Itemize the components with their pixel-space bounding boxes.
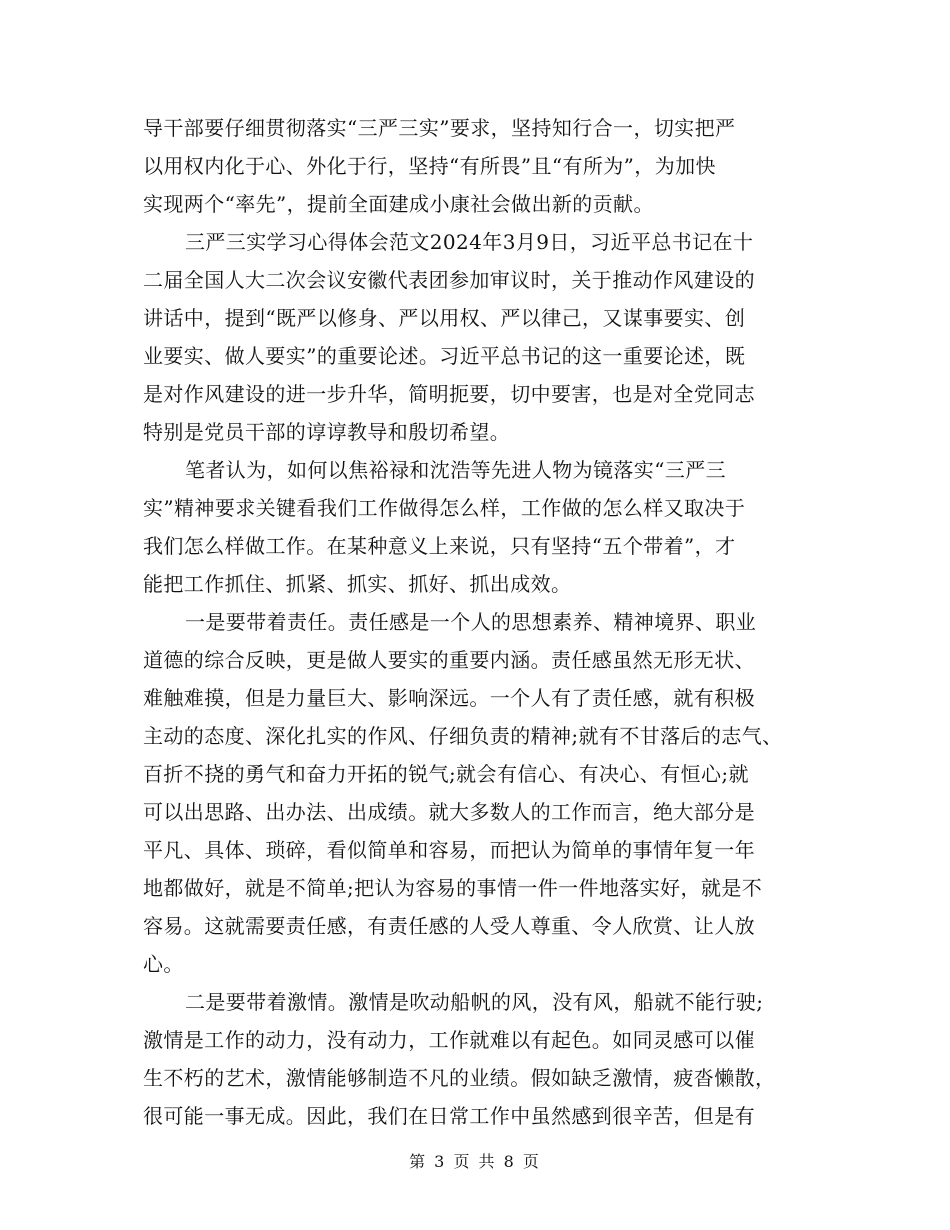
text-line: 讲话中，提到“既严以修身、严以用权、严以律己，又谋事要实、创 — [143, 306, 746, 330]
text-line: 难触难摸，但是力量巨大、影响深远。一个人有了责任感，就有积极 — [143, 686, 755, 710]
text-line: 心。 — [143, 952, 184, 976]
text-line: 平凡、具体、琐碎，看似简单和容易，而把认为简单的事情年复一年 — [143, 838, 755, 862]
paragraph-first-line: 三严三实学习心得体会范文2024年3月9日，习近平总书记在十 — [185, 230, 754, 254]
text-line: 百折不挠的勇气和奋力开拓的锐气;就会有信心、有决心、有恒心;就 — [143, 762, 749, 786]
text-line: 生不朽的艺术，激情能够制造不凡的业绩。假如缺乏激情，疲沓懒散， — [143, 1066, 776, 1090]
text-line: 特别是党员干部的谆谆教导和殷切希望。 — [143, 420, 511, 444]
text-line: 是对作风建设的进一步升华，简明扼要，切中要害，也是对全党同志 — [143, 382, 755, 406]
text-line: 业要实、做人要实”的重要论述。习近平总书记的这一重要论述，既 — [143, 344, 746, 368]
text-line: 主动的态度、深化扎实的作风、仔细负责的精神;就有不甘落后的志气、 — [143, 724, 783, 748]
text-line: 实”精神要求关键看我们工作做得怎么样，工作做的怎么样又取决于 — [143, 496, 746, 520]
text-line: 可以出思路、出办法、出成绩。就大多数人的工作而言，绝大部分是 — [143, 800, 755, 824]
text-line: 以用权内化于心、外化于行，坚持“有所畏”且“有所为”，为加快 — [143, 154, 716, 178]
page-number-footer: 第 3 页 共 8 页 — [409, 1152, 541, 1171]
text-line: 能把工作抓住、抓紧、抓实、抓好、抓出成效。 — [143, 572, 572, 596]
paragraph-first-line: 笔者认为，如何以焦裕禄和沈浩等先进人物为镜落实“三严三 — [185, 458, 727, 482]
document-body — [143, 109, 823, 1135]
paragraph-first-line: 一是要带着责任。责任感是一个人的思想素养、精神境界、职业 — [185, 610, 757, 634]
text-line: 容易。这就需要责任感，有责任感的人受人尊重、令人欣赏、让人放 — [143, 914, 755, 938]
text-line: 二届全国人大二次会议安徽代表团参加审议时，关于推动作风建设的 — [143, 268, 755, 292]
text-line: 道德的综合反映，更是做人要实的重要内涵。责任感虽然无形无状、 — [143, 648, 755, 672]
text-line: 导干部要仔细贯彻落实“三严三实”要求，坚持知行合一，切实把严 — [143, 116, 736, 140]
text-line: 我们怎么样做工作。在某种意义上来说，只有坚持“五个带着”，才 — [143, 534, 736, 558]
text-line: 地都做好，就是不简单;把认为容易的事情一件一件地落实好，就是不 — [143, 876, 763, 900]
text-line: 实现两个“率先”，提前全面建成小康社会做出新的贡献。 — [143, 192, 654, 216]
text-line: 激情是工作的动力，没有动力，工作就难以有起色。如同灵感可以催 — [143, 1028, 755, 1052]
text-line: 很可能一事无成。因此，我们在日常工作中虽然感到很辛苦，但是有 — [143, 1104, 755, 1128]
paragraph-first-line: 二是要带着激情。激情是吹动船帆的风，没有风，船就不能行驶; — [185, 990, 764, 1014]
